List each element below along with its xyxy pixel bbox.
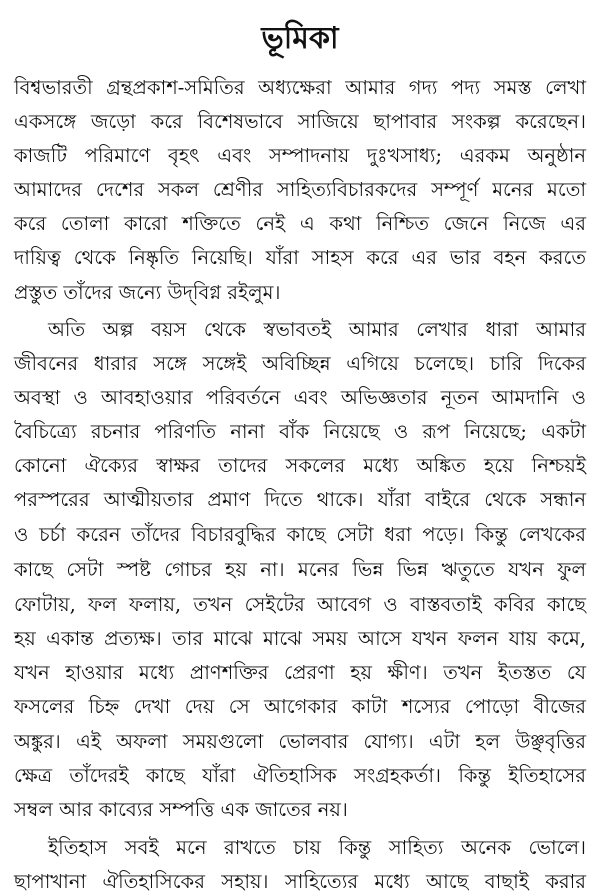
text-line: আমাদের দেশের সকল শ্রেণীর সাহিত্যবিচারকদের সম্পূর্ণ মনের মতো — [14, 178, 586, 201]
text-line: অতি অল্প বয়স থেকে স্বভাবতই আমার লেখার ধারা আমার — [48, 318, 586, 341]
text-line: যখন হাওয়ার মধ্যে প্রাণশক্তির প্রেরণা হয় ক্ষীণ। তখন ইতস্তত যে — [14, 661, 586, 684]
text-line: ফসলের চিহ্ন দেখা দেয় সে আগেকার কাটা শস্যের পোড়ো বীজের — [14, 695, 586, 718]
text-line: জীবনের ধারার সঙ্গে সঙ্গেই অবিচ্ছিন্ন এগিয়ে চলেছে। চারি দিকের — [14, 352, 586, 375]
text-line: কাজটি পরিমাণে বৃহৎ এবং সম্পাদনায় দুঃখসাধ্য; এরকম অনুষ্ঠান — [14, 144, 586, 167]
text-line: করে তোলা কারো শক্তিতে নেই এ কথা নিশ্চিত জেনে নিজে এর — [14, 212, 586, 235]
text-line: ইতিহাস সবই মনে রাখতে চায় কিন্তু সাহিত্য অনেক ভোলে। — [48, 836, 586, 859]
text-line: একসঙ্গে জড়ো করে বিশেষভাবে সাজিয়ে ছাপাবার সংকল্প করেছেন। — [14, 110, 586, 133]
text-line: অঙ্কুর। এই অফলা সময়গুলো ভোলবার যোগ্য। এটা হল উঞ্ছবৃত্তির — [14, 730, 586, 753]
text-line: বিশ্বভারতী গ্রন্থপ্রকাশ-সমিতির অধ্যক্ষেরা আমার গদ্য পদ্য সমস্ত লেখা — [14, 76, 586, 99]
text-line: হয় একান্ত প্রত্যক্ষ। তার মাঝে মাঝে সময় আসে যখন ফলন যায় কমে, — [14, 627, 586, 650]
text-line: কোনো ঐক্যের স্বাক্ষর তাদের সকলের মধ্যে অঙ্কিত হয়ে নিশ্চয়ই — [14, 454, 586, 477]
text-line: দায়িত্ব থেকে নিষ্কৃতি নিয়েছি। যাঁরা সাহস করে এর ভার বহন করতে — [14, 246, 586, 269]
text-line: ফোটায়, ফল ফলায়, তখন সেইটের আবেগ ও বাস্তবতাই কবির কাছে — [14, 593, 586, 616]
text-line: ক্ষেত্র তাঁদেরই কাছে যাঁরা ঐতিহাসিক সংগ্রহকর্তা। কিন্তু ইতিহাসের — [14, 764, 586, 787]
text-line: অবস্থা ও আবহাওয়ার পরিবর্তনে এবং অভিজ্ঞতার নূতন আমদানি ও — [14, 386, 586, 409]
text-line: প্রস্তুত তাঁদের জন্যে উদ্‌বিগ্ন রইলুম। — [14, 281, 281, 304]
text-line: ছাপাখানা ঐতিহাসিকের সহায়। সাহিত্যের মধ্যে আছে বাছাই করার — [14, 870, 586, 893]
text-line: বৈচিত্র্যে রচনার পরিণতি নানা বাঁক নিয়েছে ও রূপ নিয়েছে; একটা — [14, 420, 586, 443]
page-title: ভূমিকা — [261, 21, 339, 56]
text-line: কাছে সেটা স্পষ্ট গোচর হয় না। মনের ভিন্ন ভিন্ন ঋতুতে যখন ফুল — [14, 558, 586, 581]
text-line: পরস্পরের আত্মীয়তার প্রমাণ দিতে থাকে। যাঁরা বাইরে থেকে সন্ধান — [14, 488, 586, 511]
text-line: ও চর্চা করেন তাঁদের বিচারবুদ্ধির কাছে সেটা ধরা পড়ে। কিন্তু লেখকের — [14, 523, 586, 546]
text-line: সম্বল আর কাব্যের সম্পত্তি এক জাতের নয়। — [14, 798, 348, 821]
